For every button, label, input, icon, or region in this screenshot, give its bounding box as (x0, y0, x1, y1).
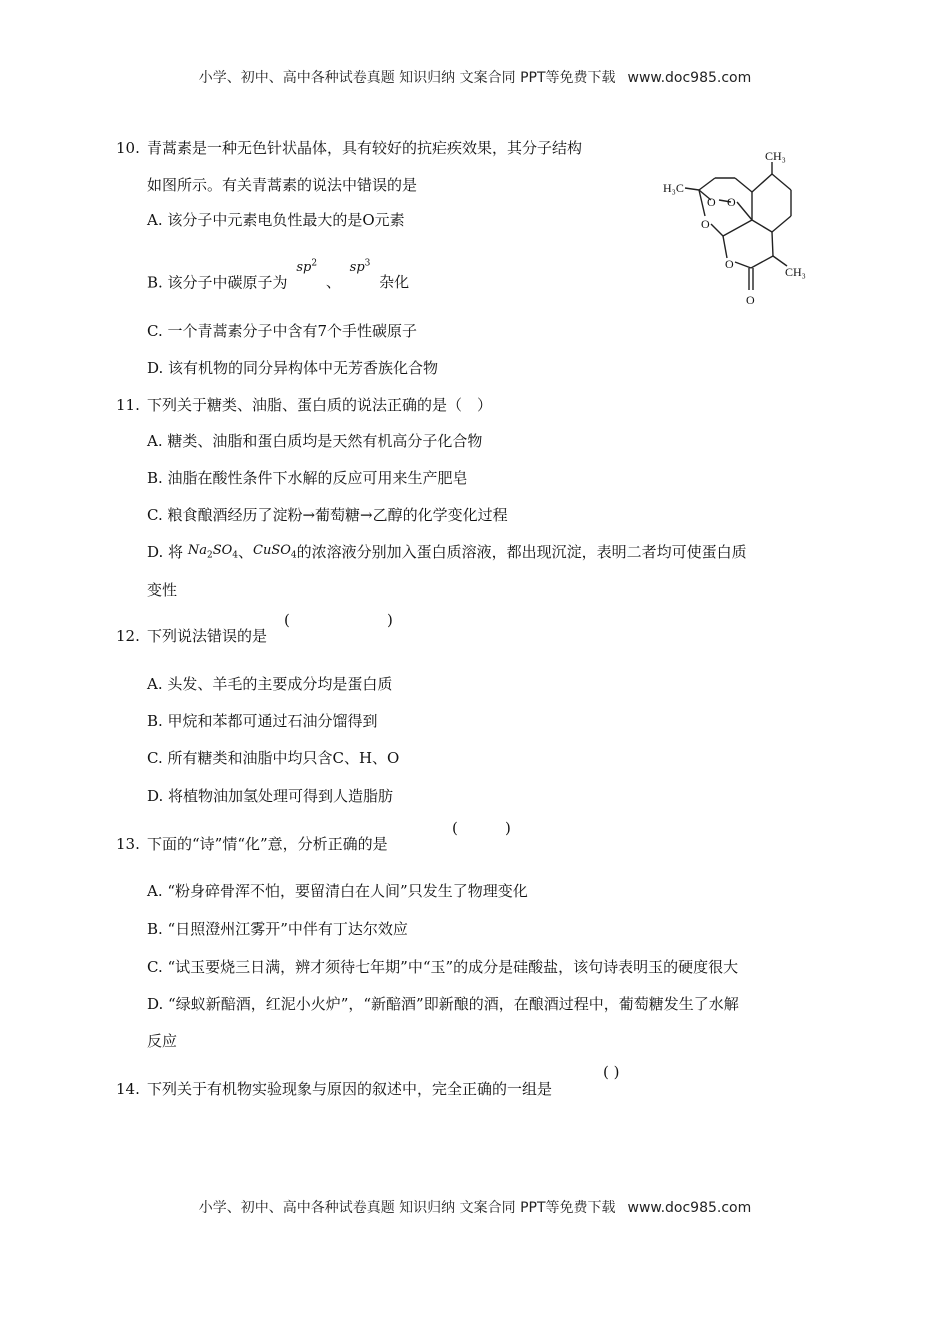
sp2-label: $sp^2$ (296, 259, 318, 276)
question-stem: 下列关于糖类、油脂、蛋白质的说法正确的是（ ） (147, 396, 493, 414)
option-b: B. “日照澄州江雾开”中伴有丁达尔效应 (147, 920, 408, 938)
option-c: C. 一个青蒿素分子中含有7个手性碳原子 (147, 322, 418, 340)
footer-url[interactable]: www.doc985.com (627, 1200, 752, 1216)
answer-paren-left: ( (284, 611, 290, 629)
header-url[interactable]: www.doc985.com (627, 70, 752, 86)
h3c-left-label: H₃C (663, 181, 684, 195)
question-stem-line1: 青蒿素是一种无色针状晶体，具有较好的抗疟疾效果，其分子结构 (147, 139, 583, 157)
footer-text: 小学、初中、高中各种试卷真题 知识归纳 文案合同 PPT等免费下载 (198, 1200, 616, 1216)
oxygen-label: O (707, 195, 716, 209)
option-d: D. “绿蚁新醅酒，红泥小火炉”，“新醅酒”即新酿的酒，在酿酒过程中，葡萄糖发生了水解 (147, 995, 739, 1013)
option-b: B. 甲烷和苯都可通过石油分馏得到 (147, 712, 378, 730)
sp3-label: $sp^3$ (349, 259, 371, 276)
option-d: D. 该有机物的同分异构体中无芳香族化合物 (147, 359, 439, 377)
option-a: A. 头发、羊毛的主要成分均是蛋白质 (147, 675, 393, 693)
answer-paren-left: ( (452, 819, 458, 837)
artemisinin-structure-figure (655, 142, 825, 312)
question-10-stem-line2: 如图所示。有关青蒿素的说法中错误的是 (147, 176, 418, 194)
option-d: D. 将植物油加氢处理可得到人造脂肪 (147, 787, 394, 805)
option-c: C. 所有糖类和油脂中均只含C、H、O (147, 749, 400, 767)
option-d: D. 将 $Na_2SO_4$、CuSO$_4$的浓溶液分别加入蛋白质溶液，都出现沉淀，表明二者均可使蛋白质 (147, 543, 747, 561)
question-number: 10. (116, 139, 140, 157)
oxygen-label: O (727, 195, 736, 209)
answer-paren: ( ) (603, 1063, 620, 1081)
na2so4-formula: $Na_2SO_4$ (187, 543, 238, 561)
option-a: A. “粉身碎骨浑不怕，要留清白在人间”只发生了物理变化 (147, 882, 528, 900)
ch3-top-label: CH₃ (765, 149, 786, 163)
option-d-line2: 变性 (147, 581, 178, 599)
option-d-line2: 反应 (147, 1032, 178, 1050)
answer-paren-right: ) (505, 819, 511, 837)
option-a: A. 该分子中元素电负性最大的是O元素 (147, 211, 405, 229)
page-footer (0, 1197, 950, 1217)
oxygen-label: O (701, 217, 710, 231)
option-a: A. 糖类、油脂和蛋白质均是天然有机高分子化合物 (147, 432, 483, 450)
oxygen-label: O (725, 257, 734, 271)
question-number: 13. (116, 835, 140, 853)
question-stem: 下列关于有机物实验现象与原因的叙述中，完全正确的一组是 (147, 1080, 553, 1098)
option-b: B. 油脂在酸性条件下水解的反应可用来生产肥皂 (147, 469, 468, 487)
question-number: 14. (116, 1080, 140, 1098)
question-stem: 下面的“诗”情“化”意，分析正确的是 (147, 835, 388, 853)
option-c: C. 粮食酿酒经历了淀粉→葡萄糖→乙醇的化学变化过程 (147, 506, 508, 524)
option-c: C. “试玉要烧三日满，辨才须待七年期”中“玉”的成分是硅酸盐，该句诗表明玉的硬度很大 (147, 958, 739, 976)
page-header (0, 67, 950, 87)
cuso4-formula: CuSO$_4$ (253, 543, 297, 561)
question-number: 12. (116, 627, 140, 645)
question-number: 11. (116, 396, 140, 414)
header-text: 小学、初中、高中各种试卷真题 知识归纳 文案合同 PPT等免费下载 (198, 70, 616, 86)
question-stem: 下列说法错误的是 (147, 627, 268, 645)
answer-paren-right: ) (387, 611, 393, 629)
carbonyl-oxygen-label: O (746, 293, 755, 307)
ch3-right-label: CH₃ (785, 265, 806, 279)
option-b: B. 该分子中碳原子为 $sp^2$ 、 $sp^3$ 杂化 (147, 259, 410, 292)
